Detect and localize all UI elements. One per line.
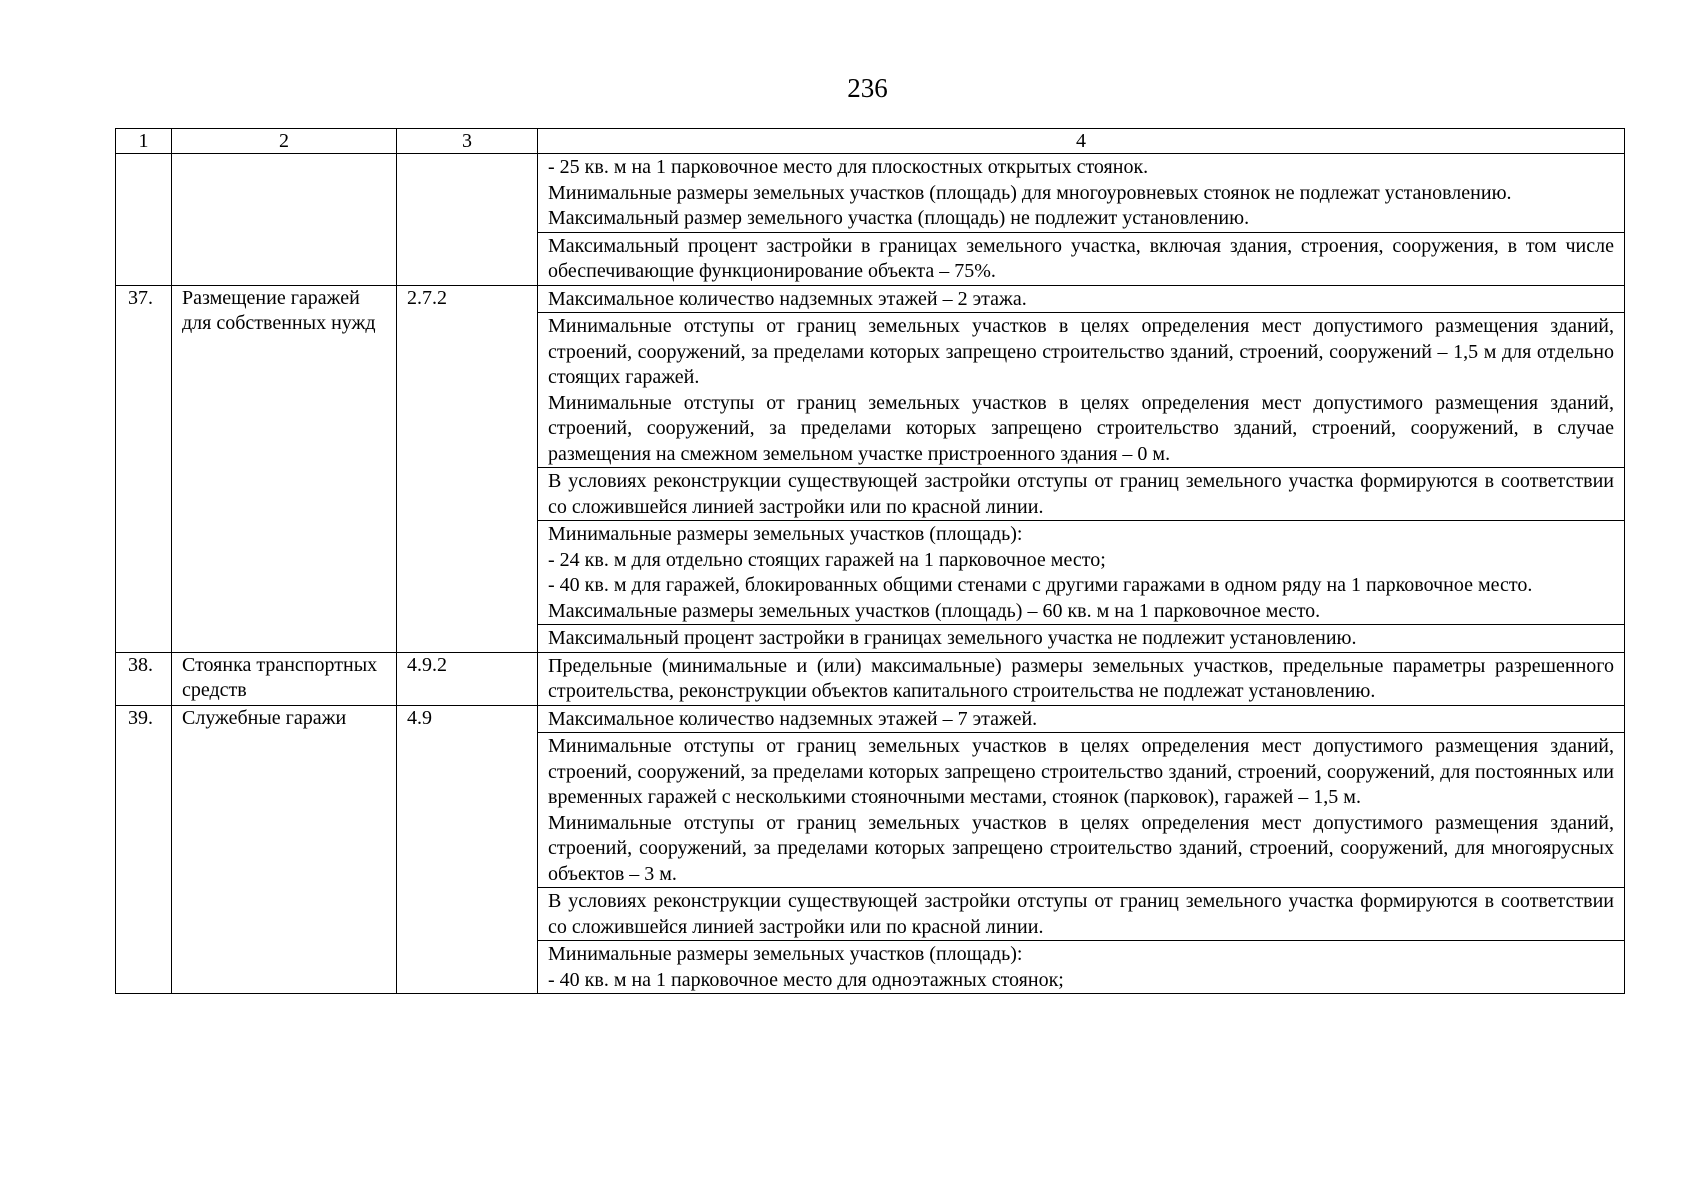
- param-line: Минимальные размеры земельных участков (площадь):: [548, 523, 1023, 545]
- params-cell: [538, 888, 1625, 941]
- use-type-name: Размещение гаражей для собственных нужд: [172, 285, 397, 652]
- params-cell: [538, 941, 1625, 994]
- param-line: Максимальные размеры земельных участков (площадь) – 60 кв. м на 1 парковочное место.: [548, 599, 1321, 622]
- name-cell: [172, 154, 397, 286]
- use-type-code: 4.9: [397, 705, 538, 994]
- row-number: 38.: [116, 652, 172, 705]
- code-cell: [397, 154, 538, 286]
- param-line: Максимальный размер земельного участка (площадь) не подлежит установлению.: [548, 207, 1250, 229]
- param-line: Максимальное количество надземных этажей – 7 этажей.: [548, 707, 1038, 730]
- table-row: [116, 652, 1625, 705]
- param-line: Максимальный процент застройки в границах земельного участка не подлежит установлению.: [548, 627, 1357, 649]
- params-cell: [538, 468, 1625, 521]
- param-line: Максимальное количество надземных этажей – 2 этажа.: [548, 287, 1027, 310]
- params-cell: [538, 733, 1625, 888]
- table-header-row: [116, 129, 1625, 154]
- params-cell: [538, 285, 1625, 313]
- param-line: Минимальные отступы от границ земельных участков в целях определения мест допустимого размещения зданий, строений, сооружений, за пределами которых запрещено строительство зданий, строений, сооружений, для постоянных или временных гаражей с несколькими стояночными местами, стоянок (парковок), гаражей – 1,5 м.: [548, 735, 1614, 808]
- param-line: Минимальные размеры земельных участков (площадь) для многоуровневых стоянок не подлежат установлению.: [548, 181, 1512, 204]
- header-cell: 4: [538, 129, 1625, 154]
- param-line: Максимальный процент застройки в границах земельного участка, включая здания, строения, сооружения, в том числе обеспечивающие функционирование объекта – 75%.: [548, 234, 1614, 282]
- param-line: - 25 кв. м на 1 парковочное место для плоскостных открытых стоянок.: [548, 156, 1149, 178]
- row-number: 39.: [116, 705, 172, 994]
- param-line: В условиях реконструкции существующей застройки отступы от границ земельного участка формируются в соответствии со сложившейся линией застройки или по красной линии.: [548, 890, 1614, 938]
- table-row: [116, 285, 1625, 313]
- param-line: - 40 кв. м на 1 парковочное место для одноэтажных стоянок;: [548, 968, 1064, 991]
- num-cell: [116, 154, 172, 286]
- header-cell: 1: [116, 129, 172, 154]
- row-number: 37.: [116, 285, 172, 652]
- page-number: 236: [847, 73, 888, 103]
- param-line: Предельные (минимальные и (или) максимальные) размеры земельных участков, предельные параметры разрешенного строительства, реконструкции объектов капитального строительства не подлежат установлению.: [548, 654, 1614, 702]
- params-cell: [538, 232, 1625, 285]
- header-cell: 2: [172, 129, 397, 154]
- regulations-table: [115, 128, 1625, 994]
- param-line: - 24 кв. м для отдельно стоящих гаражей на 1 парковочное место;: [548, 548, 1106, 571]
- params-cell: [538, 521, 1625, 625]
- params-cell: [538, 154, 1625, 233]
- param-line: Минимальные отступы от границ земельных участков в целях определения мест допустимого размещения зданий, строений, сооружений, за пределами которых запрещено строительство зданий, строений, сооружений, в случае размещения на смежном земельном участке пристроенного здания – 0 м.: [548, 391, 1614, 465]
- use-type-code: 4.9.2: [397, 652, 538, 705]
- use-type-name: Служебные гаражи: [172, 705, 397, 994]
- param-line: Минимальные размеры земельных участков (площадь):: [548, 943, 1023, 965]
- use-type-code: 2.7.2: [397, 285, 538, 652]
- header-cell: 3: [397, 129, 538, 154]
- param-line: - 40 кв. м для гаражей, блокированных общими стенами с другими гаражами в одном ряду на 1 парковочное место.: [548, 574, 1533, 596]
- table-row: [116, 154, 1625, 233]
- param-line: Минимальные отступы от границ земельных участков в целях определения мест допустимого размещения зданий, строений, сооружений, за пределами которых запрещено строительство зданий, строений, сооружений, для многоярусных объектов – 3 м.: [548, 811, 1614, 885]
- params-cell: [538, 313, 1625, 468]
- params-cell: [538, 705, 1625, 733]
- param-line: Минимальные отступы от границ земельных участков в целях определения мест допустимого размещения зданий, строений, сооружений, за пределами которых запрещено строительство зданий, строений, сооружений – 1,5 м для отдельно стоящих гаражей.: [548, 315, 1614, 388]
- param-line: В условиях реконструкции существующей застройки отступы от границ земельного участка формируются в соответствии со сложившейся линией застройки или по красной линии.: [548, 470, 1614, 518]
- params-cell: [538, 652, 1625, 705]
- params-cell: [538, 625, 1625, 653]
- table-row: [116, 705, 1625, 733]
- use-type-name: Стоянка транспортных средств: [172, 652, 397, 705]
